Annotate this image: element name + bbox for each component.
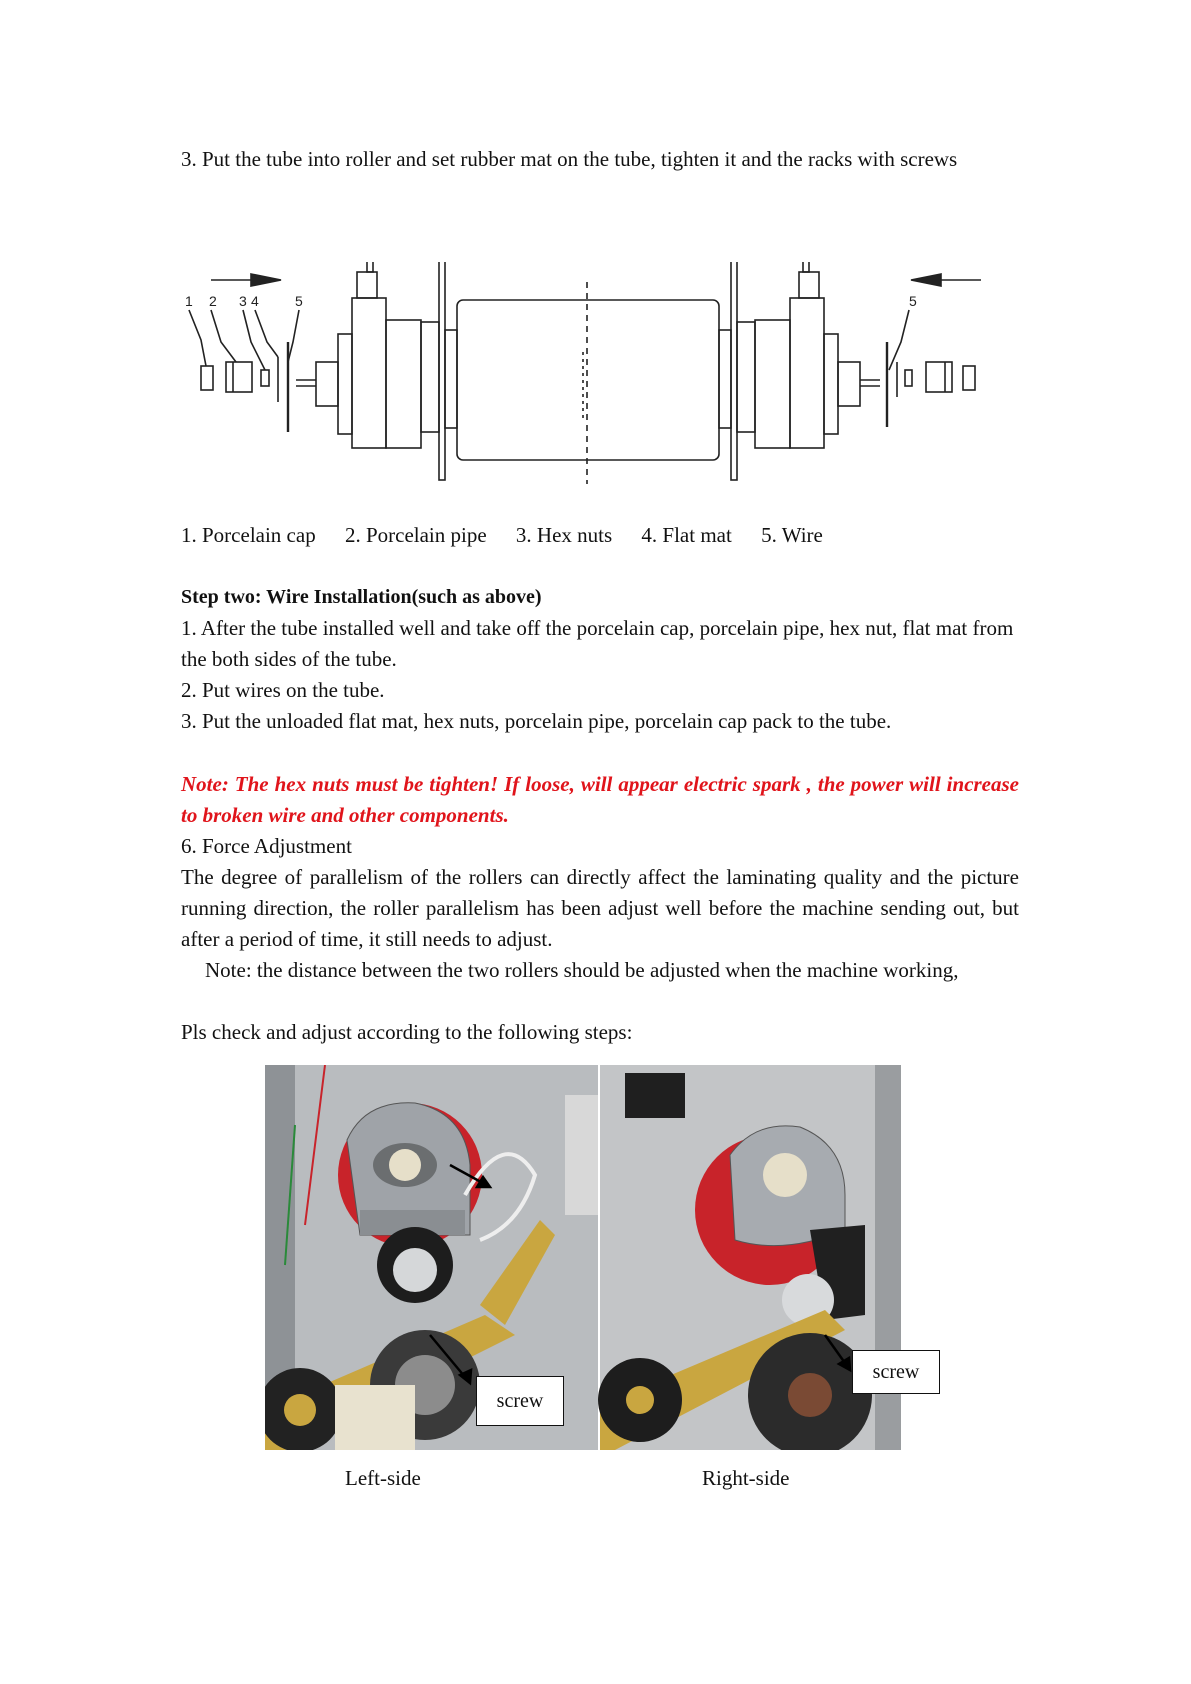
porcelain-pipe-right xyxy=(926,362,952,392)
force-adjustment-paragraph: The degree of parallelism of the rollers can directly affect the laminating quality and the picture running direction, the roller parallelism has been adjust well before the machine sending out, but after a period of time, it still needs to adjust. xyxy=(181,865,1019,951)
warning-note: Note: The hex nuts must be tighten! If loose, will appear electric spark , the power will increase to broken wire and other components. xyxy=(181,772,1019,827)
legend-item: 4. Flat mat xyxy=(641,523,732,547)
diagram-label-4: 4 xyxy=(251,293,259,309)
force-adjustment-heading: 6. Force Adjustment xyxy=(181,834,352,858)
step3-instruction: 3. Put the tube into roller and set rubber mat on the tube, tighten it and the racks with screws xyxy=(181,147,958,171)
diagram-label-5-right: 5 xyxy=(909,293,917,309)
right-side-caption: Right-side xyxy=(702,1466,790,1490)
step-two-item-3: 3. Put the unloaded flat mat, hex nuts, porcelain pipe, porcelain cap pack to the tube. xyxy=(181,709,892,733)
right-disc xyxy=(731,262,737,480)
check-instruction: Pls check and adjust according to the following steps: xyxy=(181,1020,633,1044)
arrow-right-head xyxy=(251,274,281,286)
left-side-caption: Left-side xyxy=(345,1466,421,1490)
left-flange xyxy=(421,322,439,432)
right-rack xyxy=(790,298,824,448)
left-rack xyxy=(352,298,386,448)
diagram-label-2: 2 xyxy=(209,293,217,309)
tube-body xyxy=(457,300,719,460)
right-flange xyxy=(737,322,755,432)
porcelain-pipe-left xyxy=(226,362,252,392)
step-two-heading: Step two: Wire Installation(such as above) xyxy=(181,586,542,608)
force-adjustment-note: Note: the distance between the two rollers should be adjusted when the machine working, xyxy=(205,958,959,982)
diagram-label-1: 1 xyxy=(185,293,193,309)
legend-item: 2. Porcelain pipe xyxy=(344,523,487,547)
porcelain-cap-left xyxy=(201,366,213,390)
arrow-left-head xyxy=(911,274,941,286)
left-disc xyxy=(439,262,445,480)
hex-nut-left xyxy=(261,370,269,386)
porcelain-cap-right xyxy=(963,366,975,390)
legend-item: 5. Wire xyxy=(761,523,823,547)
legend-item: 1. Porcelain cap xyxy=(181,523,316,547)
roller-side-photos xyxy=(265,1065,901,1450)
step-two-item-2: 2. Put wires on the tube. xyxy=(181,678,385,702)
diagram-label-5: 5 xyxy=(295,293,303,309)
step-two-item-1: 1. After the tube installed well and take off the porcelain cap, porcelain pipe, hex nut, flat mat from the both sides of the tube. xyxy=(181,616,1014,671)
legend-item: 3. Hex nuts xyxy=(515,523,613,547)
roller-assembly-diagram xyxy=(181,262,1026,504)
left-screw-callout: screw xyxy=(476,1376,564,1426)
part-legend xyxy=(181,520,1019,551)
right-screw-callout: screw xyxy=(852,1350,940,1394)
diagram-label-3: 3 xyxy=(239,293,247,309)
